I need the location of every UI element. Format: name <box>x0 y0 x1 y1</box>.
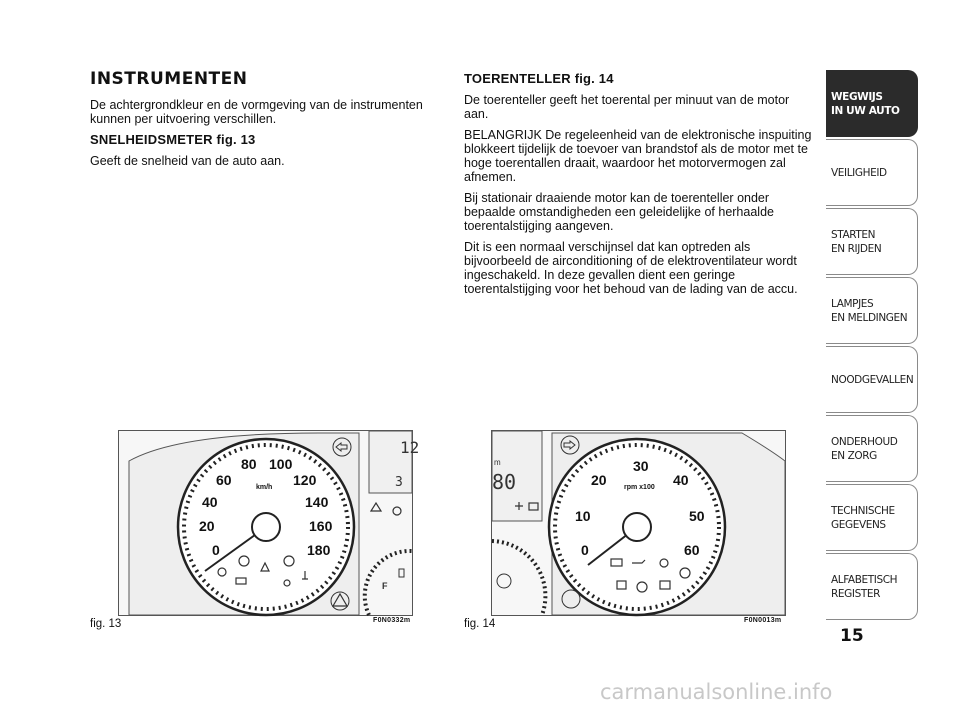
figure-13-caption: fig. 13 <box>90 618 122 630</box>
needle-hub <box>252 513 280 541</box>
rpm-tick-50: 50 <box>689 508 705 524</box>
speed-tick-60: 60 <box>216 472 232 488</box>
left-column <box>90 69 440 175</box>
chapter-tabs <box>826 70 918 622</box>
rpm-tick-10: 10 <box>575 508 591 524</box>
speed-unit: km/h <box>256 484 273 491</box>
lcd-odometer-fragment: 12 <box>400 438 420 457</box>
oil-level-icon <box>497 574 511 588</box>
tachometer-needle-hub <box>623 513 651 541</box>
section-title: INSTRUMENTEN <box>90 69 248 89</box>
lcd-digits-fragment: 80 <box>492 470 517 494</box>
tab-lampjes[interactable]: LAMPJES EN MELDINGEN <box>826 277 918 344</box>
page-number: 15 <box>840 626 864 646</box>
rpm-tick-60: 60 <box>684 542 700 558</box>
fog-light-icon <box>393 507 401 515</box>
rpm-tick-30: 30 <box>633 458 649 474</box>
speed-tick-180: 180 <box>307 542 331 558</box>
fuel-pump-icon <box>399 569 404 577</box>
rpm-tick-40: 40 <box>673 472 689 488</box>
figure-14-code: F0N0013m <box>744 617 782 624</box>
rpm-unit: rpm x100 <box>624 484 655 491</box>
rpm-tick-0: 0 <box>581 542 589 558</box>
fuel-gauge <box>365 551 412 615</box>
left-gauge-arc <box>492 541 545 615</box>
right-column <box>464 72 816 303</box>
tab-veiligheid[interactable]: VEILIGHEID <box>826 139 918 206</box>
intro-paragraph: De achtergrondkleur en de vormgeving van de instrumenten kunnen per uitvoering verschillen. <box>90 98 423 126</box>
speed-tick-40: 40 <box>202 494 218 510</box>
fuel-marker-full: F <box>382 581 388 591</box>
rpm-tick-20: 20 <box>591 472 607 488</box>
figure-14-tachometer <box>491 430 786 616</box>
speed-tick-80: 80 <box>241 456 257 472</box>
tab-register[interactable]: ALFABETISCH REGISTER <box>826 553 918 620</box>
tachometer-paragraph-3: Bij stationair draaiende motor kan de toerenteller onder bepaalde omstandigheden een geleidelijke of herhaalde toerentalstijging aangeven. <box>464 191 774 233</box>
speed-tick-160: 160 <box>309 518 333 534</box>
speedometer-heading: SNELHEIDSMETER fig. 13 <box>90 132 256 147</box>
speed-tick-20: 20 <box>199 518 215 534</box>
figure-14-caption: fig. 14 <box>464 618 496 630</box>
tab-onderhoud[interactable]: ONDERHOUD EN ZORG <box>826 415 918 482</box>
figure-13-speedometer <box>118 430 420 616</box>
tachometer-paragraph-2: BELANGRIJK De regeleenheid van de elektronische inspuiting blokkeert tijdelijk de toevoer van brandstof als de motor met te hoge toerentallen draait, waardoor het motorvermogen zal afnemen. <box>464 128 812 184</box>
figure-13-code: F0N0332m <box>373 617 411 624</box>
tachometer-heading: TOERENTELLER fig. 14 <box>464 71 614 86</box>
tachometer-paragraph-4: Dit is een normaal verschijnsel dat kan optreden als bijvoorbeeld de airconditioning of de elektroventilateur wordt ingeschakeld. In deze gevallen dient een geringe toerentalstijging voor het behoud van de lading van de accu. <box>464 240 798 296</box>
speed-tick-100: 100 <box>269 456 293 472</box>
speed-tick-140: 140 <box>305 494 329 510</box>
watermark: carmanualsonline.info <box>600 680 833 704</box>
lcd-trip-fragment: 3 <box>395 475 403 490</box>
tab-technische[interactable]: TECHNISCHE GEGEVENS <box>826 484 918 551</box>
speedometer-paragraph: Geeft de snelheid van de auto aan. <box>90 154 285 168</box>
speed-tick-120: 120 <box>293 472 317 488</box>
seatbelt-warning-icon <box>371 503 381 511</box>
tab-noodgevallen[interactable]: NOODGEVALLEN <box>826 346 918 413</box>
tab-wegwijs[interactable]: WEGWIJS IN UW AUTO <box>826 70 918 137</box>
speed-tick-0: 0 <box>212 542 220 558</box>
tab-starten[interactable]: STARTEN EN RIJDEN <box>826 208 918 275</box>
lcd-unit-fragment: m <box>494 458 501 467</box>
tachometer-paragraph-1: De toerenteller geeft het toerental per minuut van de motor aan. <box>464 93 790 121</box>
